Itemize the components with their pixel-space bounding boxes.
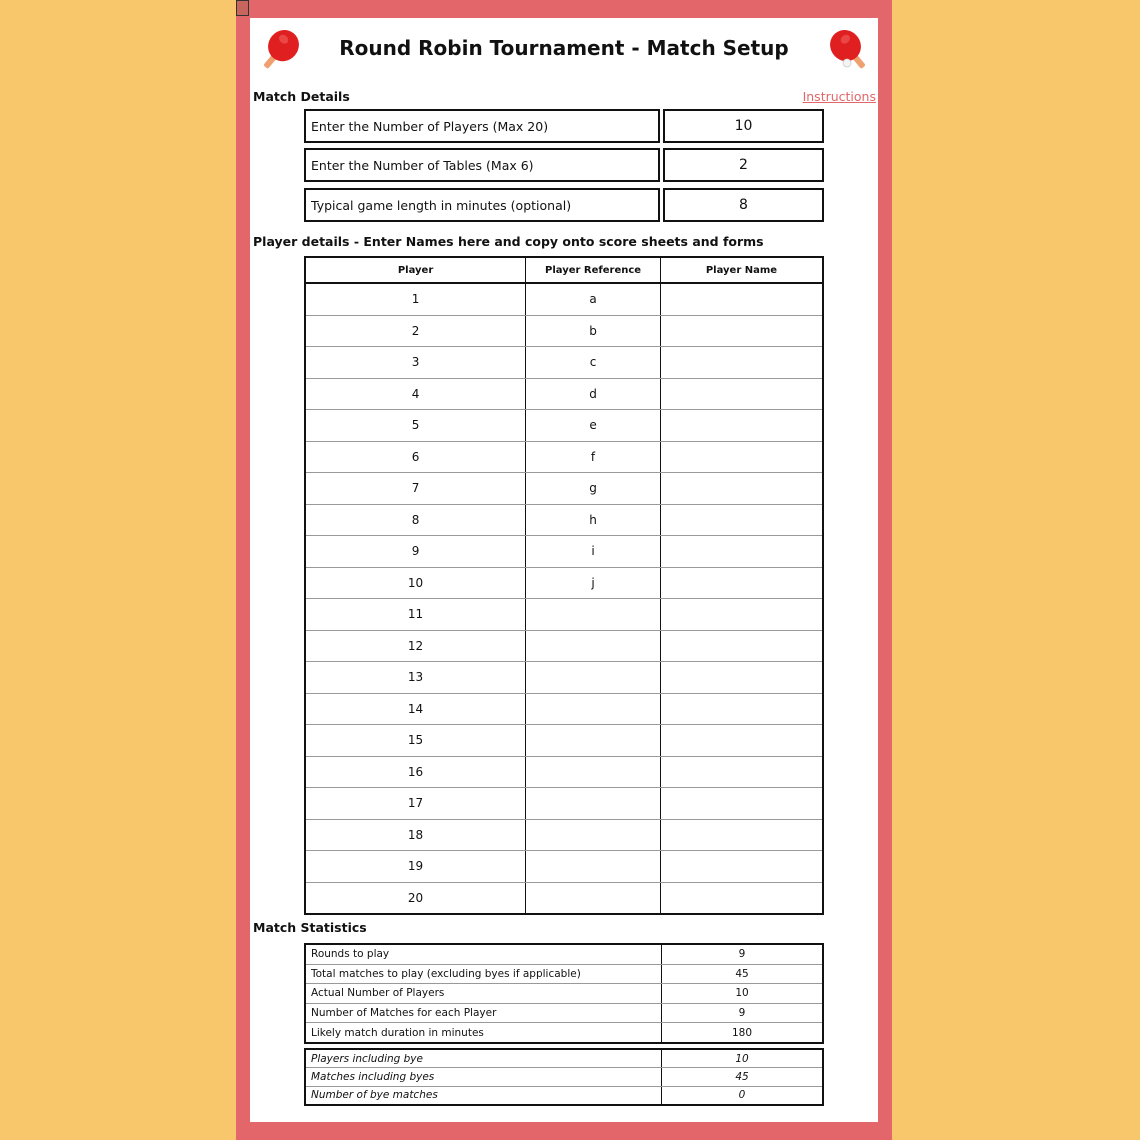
bye-stat-value: 10 bbox=[662, 1049, 824, 1068]
player-reference-cell: h bbox=[526, 504, 661, 536]
player-name-input[interactable] bbox=[660, 378, 823, 410]
table-row bbox=[305, 410, 823, 442]
table-row bbox=[305, 819, 823, 851]
bye-stat-label: Matches including byes bbox=[305, 1068, 662, 1086]
player-reference-cell: c bbox=[526, 347, 661, 379]
players-count-row bbox=[304, 109, 824, 143]
player-name-input[interactable] bbox=[660, 788, 823, 820]
stat-label: Likely match duration in minutes bbox=[311, 1026, 484, 1039]
tables-count-label: Enter the Number of Tables (Max 6) bbox=[304, 148, 660, 182]
tables-count-input[interactable]: 2 bbox=[663, 148, 824, 182]
player-name-input[interactable] bbox=[660, 882, 823, 914]
player-number-cell: 16 bbox=[305, 756, 526, 788]
player-reference-cell bbox=[526, 630, 661, 662]
table-row bbox=[305, 283, 823, 315]
player-reference-cell: i bbox=[526, 536, 661, 568]
player-number-cell: 3 bbox=[305, 347, 526, 379]
table-row bbox=[305, 756, 823, 788]
player-reference-cell bbox=[526, 882, 661, 914]
players-count-input[interactable]: 10 bbox=[663, 109, 824, 143]
player-reference-cell: j bbox=[526, 567, 661, 599]
stat-label: Total matches to play (excluding byes if applicable) bbox=[305, 964, 662, 984]
column-header-player-name: Player Name bbox=[660, 257, 823, 283]
player-reference-cell: d bbox=[526, 378, 661, 410]
player-name-input[interactable] bbox=[660, 315, 823, 347]
player-name-input[interactable] bbox=[660, 662, 823, 694]
player-table bbox=[304, 256, 824, 915]
page-title: Round Robin Tournament - Match Setup bbox=[339, 36, 789, 60]
player-number-cell: 14 bbox=[305, 693, 526, 725]
stat-value: 9 bbox=[662, 944, 824, 964]
table-row bbox=[305, 1003, 823, 1023]
player-reference-cell bbox=[526, 725, 661, 757]
player-reference-cell: g bbox=[526, 473, 661, 505]
table-row bbox=[305, 1068, 823, 1086]
stat-label: Number of Matches for each Player bbox=[305, 1003, 662, 1023]
player-name-input[interactable] bbox=[660, 756, 823, 788]
player-name-input[interactable] bbox=[660, 504, 823, 536]
table-row bbox=[305, 536, 823, 568]
player-number-cell: 10 bbox=[305, 567, 526, 599]
player-number-cell: 9 bbox=[305, 536, 526, 568]
table-row bbox=[305, 984, 823, 1004]
player-name-input[interactable] bbox=[660, 819, 823, 851]
table-row bbox=[305, 662, 823, 694]
bye-stat-value: 45 bbox=[662, 1068, 824, 1086]
player-number-cell: 2 bbox=[305, 315, 526, 347]
match-statistics-table bbox=[304, 943, 824, 1044]
player-number-cell: 4 bbox=[305, 378, 526, 410]
spreadsheet-sheet bbox=[250, 18, 878, 1122]
table-row bbox=[305, 964, 823, 984]
player-reference-cell bbox=[526, 599, 661, 631]
bye-statistics-table bbox=[304, 1048, 824, 1106]
player-name-input[interactable] bbox=[660, 347, 823, 379]
player-name-input[interactable] bbox=[660, 851, 823, 883]
table-row bbox=[305, 599, 823, 631]
bye-stat-label: Number of bye matches bbox=[311, 1089, 438, 1102]
table-row bbox=[305, 567, 823, 599]
player-number-cell: 17 bbox=[305, 788, 526, 820]
table-row bbox=[305, 1023, 823, 1043]
player-name-input[interactable] bbox=[660, 630, 823, 662]
table-row bbox=[305, 882, 823, 914]
stat-value: 45 bbox=[662, 964, 824, 984]
bye-stat-label: Players including bye bbox=[305, 1049, 662, 1068]
player-name-input[interactable] bbox=[660, 441, 823, 473]
player-reference-cell: f bbox=[526, 441, 661, 473]
cell-selector[interactable] bbox=[236, 0, 249, 16]
table-row bbox=[305, 788, 823, 820]
table-row bbox=[305, 378, 823, 410]
player-name-input[interactable] bbox=[660, 473, 823, 505]
table-row bbox=[305, 347, 823, 379]
player-number-cell: 20 bbox=[305, 882, 526, 914]
table-row bbox=[305, 693, 823, 725]
match-details-heading: Match Details bbox=[253, 89, 350, 104]
stat-value: 10 bbox=[662, 984, 824, 1004]
player-number-cell: 5 bbox=[305, 410, 526, 442]
player-number-cell: 6 bbox=[305, 441, 526, 473]
table-row bbox=[305, 1086, 823, 1105]
player-reference-cell bbox=[526, 756, 661, 788]
player-number-cell: 7 bbox=[305, 473, 526, 505]
player-reference-cell: b bbox=[526, 315, 661, 347]
player-number-cell: 1 bbox=[305, 283, 526, 315]
player-reference-cell bbox=[526, 662, 661, 694]
table-row bbox=[305, 725, 823, 757]
stat-label: Actual Number of Players bbox=[305, 984, 662, 1004]
table-row bbox=[305, 630, 823, 662]
player-number-cell: 11 bbox=[305, 599, 526, 631]
table-row bbox=[305, 441, 823, 473]
player-name-input[interactable] bbox=[660, 283, 823, 315]
stat-value: 9 bbox=[662, 1003, 824, 1023]
game-length-label: Typical game length in minutes (optional) bbox=[304, 188, 660, 222]
table-row bbox=[305, 1049, 823, 1068]
table-row bbox=[305, 473, 823, 505]
match-statistics-heading: Match Statistics bbox=[253, 920, 367, 935]
player-reference-cell bbox=[526, 851, 661, 883]
bye-stat-value: 0 bbox=[662, 1086, 824, 1105]
player-number-cell: 12 bbox=[305, 630, 526, 662]
column-header-player-reference: Player Reference bbox=[526, 257, 661, 283]
player-reference-cell bbox=[526, 693, 661, 725]
column-header-player: Player bbox=[305, 257, 526, 283]
player-name-input[interactable] bbox=[660, 410, 823, 442]
player-number-cell: 8 bbox=[305, 504, 526, 536]
player-table-header bbox=[305, 257, 823, 283]
table-row bbox=[305, 851, 823, 883]
player-number-cell: 13 bbox=[305, 662, 526, 694]
tables-count-row bbox=[304, 148, 824, 182]
stat-value: 180 bbox=[662, 1023, 824, 1043]
instructions-link[interactable]: Instructions bbox=[802, 89, 876, 104]
table-row bbox=[305, 504, 823, 536]
player-number-cell: 19 bbox=[305, 851, 526, 883]
player-reference-cell: e bbox=[526, 410, 661, 442]
player-reference-cell: a bbox=[526, 283, 661, 315]
player-name-input[interactable] bbox=[660, 599, 823, 631]
player-number-cell: 15 bbox=[305, 725, 526, 757]
table-row bbox=[305, 944, 823, 964]
player-name-input[interactable] bbox=[660, 567, 823, 599]
player-name-input[interactable] bbox=[660, 536, 823, 568]
stat-label: Rounds to play bbox=[305, 944, 662, 964]
table-row bbox=[305, 315, 823, 347]
player-number-cell: 18 bbox=[305, 819, 526, 851]
game-length-input[interactable]: 8 bbox=[663, 188, 824, 222]
game-length-row bbox=[304, 188, 824, 222]
player-details-heading: Player details - Enter Names here and copy onto score sheets and forms bbox=[253, 234, 764, 249]
player-reference-cell bbox=[526, 819, 661, 851]
players-count-label: Enter the Number of Players (Max 20) bbox=[304, 109, 660, 143]
player-name-input[interactable] bbox=[660, 725, 823, 757]
player-name-input[interactable] bbox=[660, 693, 823, 725]
player-reference-cell bbox=[526, 788, 661, 820]
